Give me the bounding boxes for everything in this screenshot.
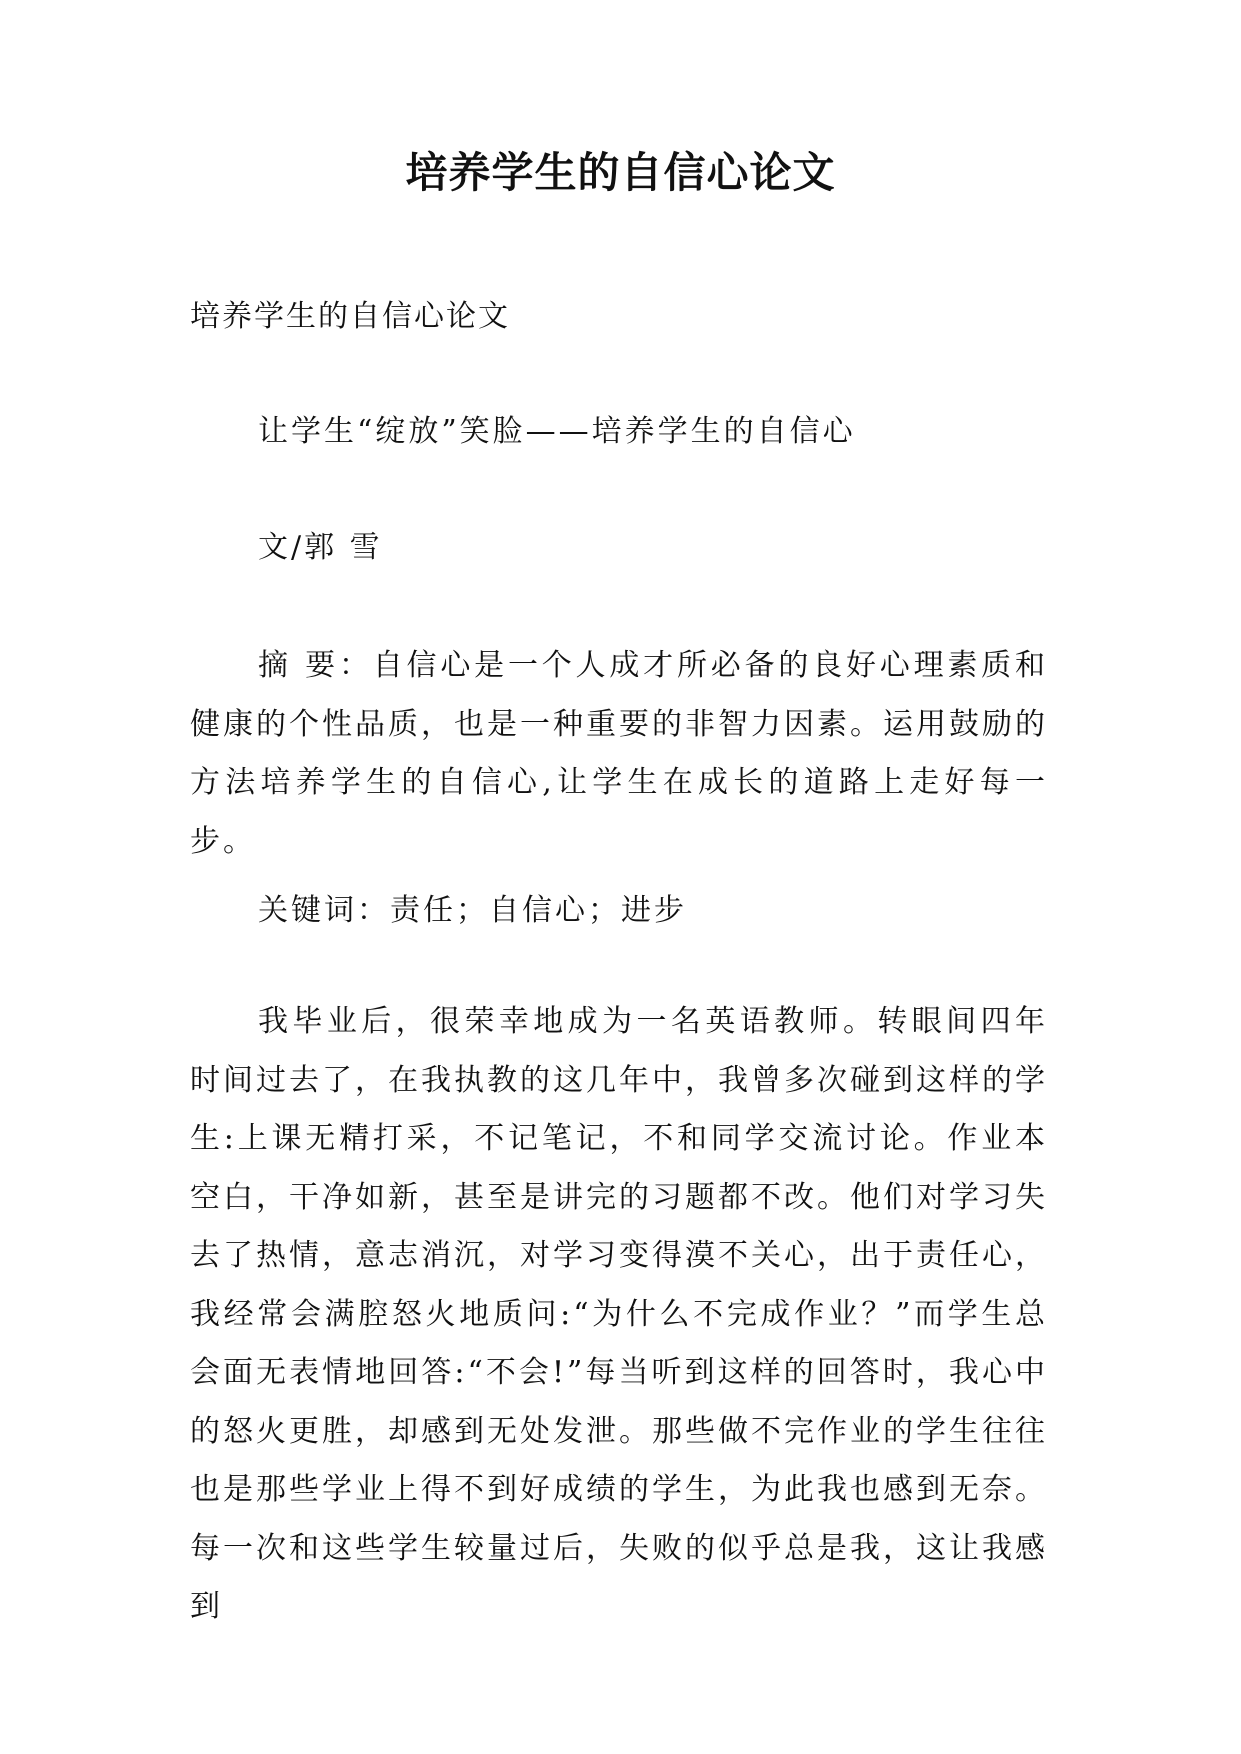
document-subtitle: 培养学生的自信心论文 — [190, 299, 510, 334]
article-heading: 让学生“绽放”笑脸——培养学生的自信心 — [258, 414, 856, 449]
author-line: 文/郭 雪 — [258, 530, 383, 565]
abstract-paragraph: 摘 要：自信心是一个人成才所必备的良好心理素质和健康的个性品质，也是一种重要的非智力因素。运用鼓励的方法培养学生的自信心,让学生在成长的道路上走好每一步。 — [190, 648, 1048, 859]
body-paragraph: 我毕业后，很荣幸地成为一名英语教师。转眼间四年时间过去了，在我执教的这几年中，我曾多次碰到这样的学生:上课无精打采，不记笔记，不和同学交流讨论。作业本空白，干净如新，甚至是讲完的习题都不改。他们对学习失去了热情，意志消沉，对学习变得漠不关心，出于责任心，我经常会满腔怒火地质问:“为什么不完成作业？”而学生总会面无表情地回答:“不会!”每当听到这样的回答时，我心中的怒火更胜，却感到无处发泄。那些做不完作业的学生往往也是那些学业上得不到好成绩的学生，为此我也感到无奈。每一次和这些学生较量过后，失败的似乎总是我，这让我感到 — [190, 1004, 1048, 1624]
keywords-line: 关键词：责任；自信心；进步 — [258, 893, 687, 928]
document-title: 培养学生的自信心论文 — [405, 148, 836, 197]
